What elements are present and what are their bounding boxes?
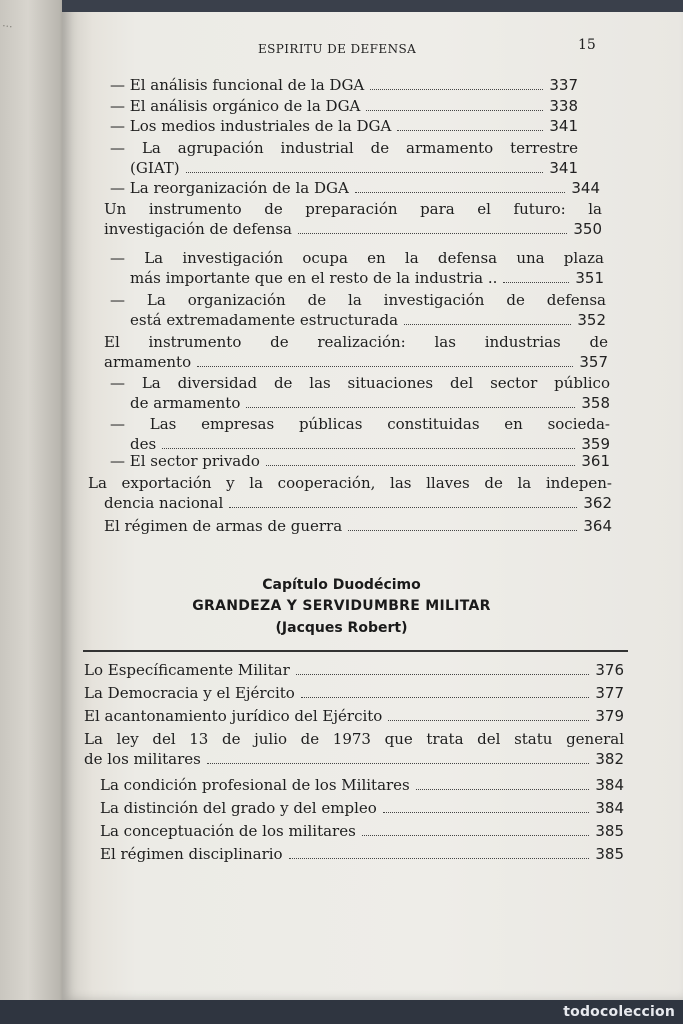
chapter-author: (Jacques Robert)	[275, 620, 408, 636]
toc-entry: Lo Específicamente Militar 376	[84, 661, 624, 679]
toc-entry: — La diversidad de las situaciones del sector público de armamento 358	[110, 374, 610, 412]
toc-entry: — El análisis orgánico de la DGA 338	[110, 97, 578, 115]
toc-entry: La conceptuación de los militares 385	[100, 822, 624, 840]
toc-entry: El régimen de armas de guerra 364	[104, 517, 612, 535]
chapter-rule	[83, 650, 628, 652]
watermark-logo: todocoleccion	[563, 1004, 675, 1020]
toc-entry: Un instrumento de preparación para el futuro: la investigación de defensa 350	[104, 200, 602, 238]
toc-entry: — La agrupación industrial de armamento terrestre (GIAT) 341	[110, 139, 578, 177]
toc-entry: — La investigación ocupa en la defensa una plaza más importante que en el resto de la industria .. 351	[110, 249, 604, 287]
toc-entry: El acantonamiento jurídico del Ejército 379	[84, 707, 624, 725]
toc-entry: — La organización de la investigación de defensa está extremadamente estructurada 352	[110, 291, 606, 329]
running-header: ESPIRITU DE DEFENSA	[258, 42, 417, 56]
toc-entry: — El sector privado 361	[110, 452, 610, 470]
ghost-text: ···	[1, 19, 14, 34]
toc-entry: La Democracia y el Ejército 377	[84, 684, 624, 702]
toc-entry: El instrumento de realización: las industrias de armamento 357	[104, 333, 608, 371]
toc-entry: La distinción del grado y del empleo 384	[100, 799, 624, 817]
chapter-title: GRANDEZA Y SERVIDUMBRE MILITAR	[192, 598, 491, 614]
toc-entry: La ley del 13 de julio de 1973 que trata del statu general de los militares 382	[84, 730, 624, 768]
toc-entry: La condición profesional de los Militares 384	[100, 776, 624, 794]
chapter-label: Capítulo Duodécimo	[262, 577, 421, 593]
toc-entry: — La reorganización de la DGA 344	[110, 179, 600, 197]
page-number: 15	[578, 37, 596, 53]
toc-entry: — Los medios industriales de la DGA 341	[110, 117, 578, 135]
toc-entry: El régimen disciplinario 385	[100, 845, 624, 863]
toc-entry: — El análisis funcional de la DGA 337	[110, 76, 578, 94]
toc-entry: La exportación y la cooperación, las llaves de la indepen- dencia nacional 362	[88, 474, 612, 512]
top-strip	[62, 0, 683, 12]
toc-entry: — Las empresas públicas constituidas en socieda- des 359	[110, 415, 610, 453]
left-page-edge	[0, 0, 70, 1024]
